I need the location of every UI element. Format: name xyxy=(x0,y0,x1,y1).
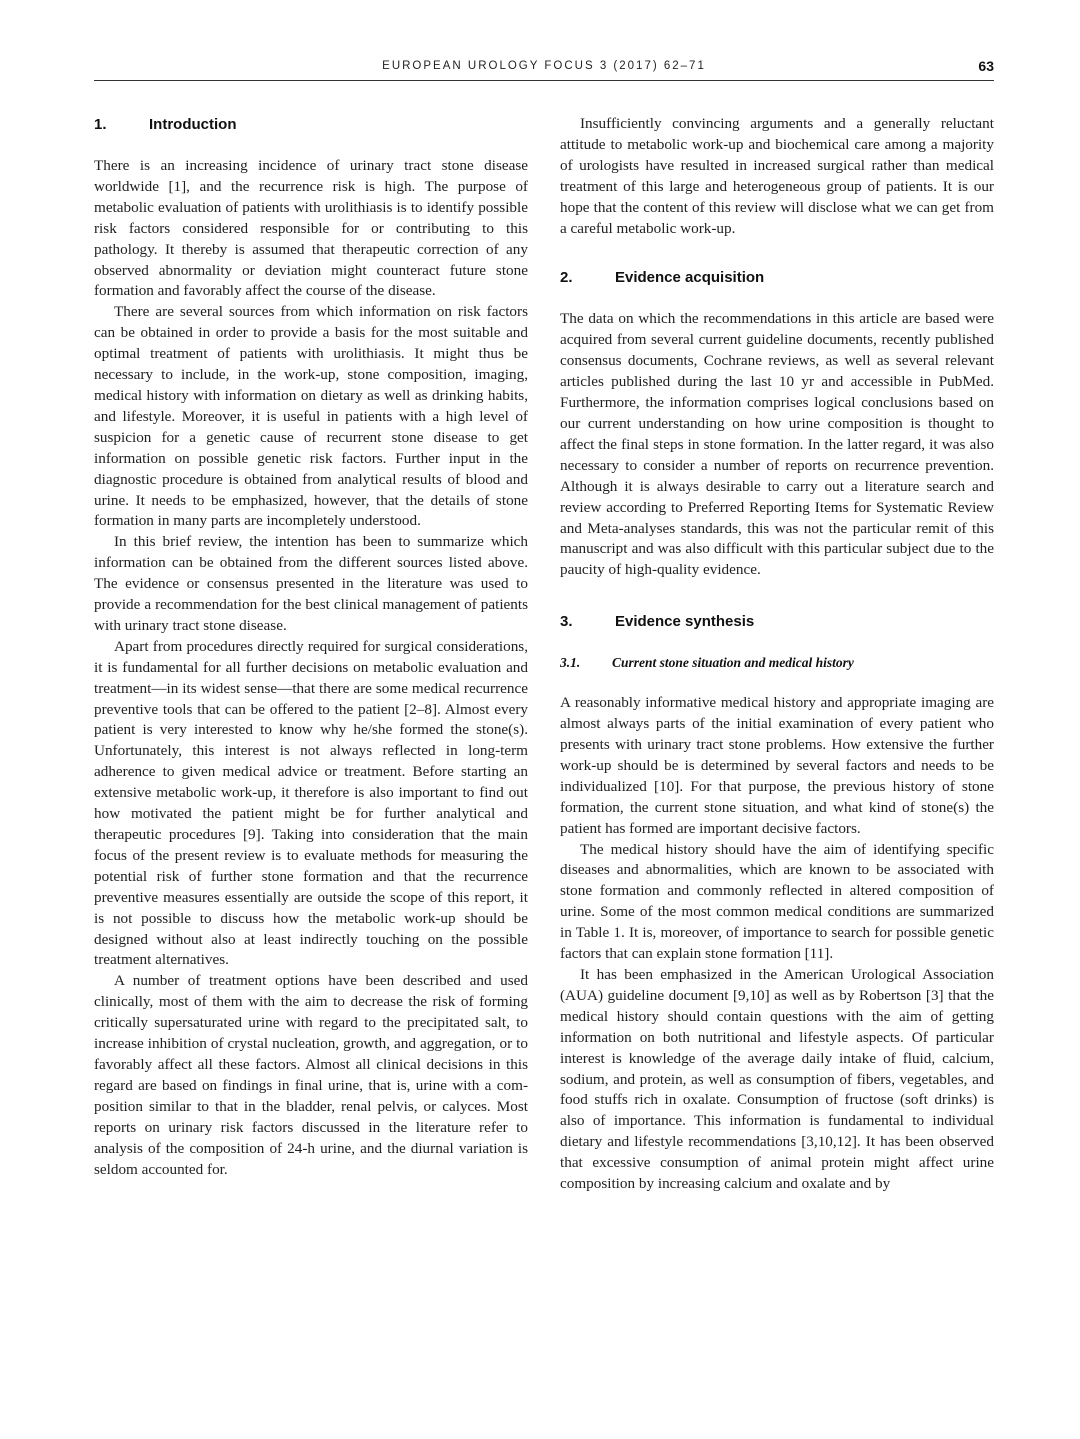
section-title: Evidence synthesis xyxy=(615,613,755,631)
subsection-number: 3.1. xyxy=(560,655,581,671)
running-head xyxy=(94,58,994,81)
left-column xyxy=(94,114,528,1180)
section-heading-evidence-synthesis xyxy=(560,611,994,633)
section-title: Introduction xyxy=(149,116,237,133)
page-number: 63 xyxy=(978,58,994,74)
section-number: 3. xyxy=(560,613,573,631)
paragraph: A number of treatment options have been described and used clinically, most of them with the aim to decrease the risk of forming critically supersaturated urine with regard to the precipitated salt, to increase inhibition of crystal nucleation, growth, and aggregation, or to favorably affect all these factors. Almost all clinical decisions in this regard are based on findings in final urine, that is, urine with a composition similar to that in the bladder, renal pelvis, or calyces. Most reports on urinary risk factors discussed in the literature refer to analysis of the composition of 24-h urine, and the diurnal variation is seldom accounted for. xyxy=(94,972,528,1178)
section-number: 2. xyxy=(560,269,573,287)
journal-title: EUROPEAN UROLOGY FOCUS 3 (2017) 62–71 xyxy=(382,60,706,72)
section-number: 1. xyxy=(94,116,107,133)
paragraph: The data on which the recommendations in this article are based were acquired from several current guideline documents, recently published consensus documents, Cochrane reviews, as well as several relevant articles published during the last 10 yr and accessible in PubMed. Furthermore, the information comprises logical conclusions based on our current understanding on how urine composition is thought to affect the final steps in stone formation. In the latter regard, it was also necessary to consider a number of reports on recurrence prevention. Although it is always desirable to carry out a literature search and review according to Preferred Reporting Items for Systematic Review and Meta-analyses standards, this was not the particular remit of this manuscript and was also difficult with this particular subject due to the paucity of high-quality evidence. xyxy=(560,310,994,579)
paragraph: Insufficiently convincing arguments and a generally reluctant attitude to metabolic work-up and biochemical care among a majority of urologists have resulted in increased surgical rather than medical treatment of this large and heterogeneous group of patients. It is our hope that the content of this review will disclose what we can get from a careful metabolic work-up. xyxy=(560,115,994,237)
subsection-title: Current stone situation and medical history xyxy=(612,655,854,671)
subsection-heading xyxy=(560,652,994,674)
section-heading-introduction xyxy=(94,114,528,136)
section-title: Evidence acquisition xyxy=(615,269,765,287)
paragraph: The medical history should have the aim of identifying specific diseases and abnormalities, which are known to be associated with stone formation and commonly reflected in altered composition of urine. Some of the most common medical conditions are summarized in Table 1. It is, moreover, of importance to search for possible genetic factors that can explain stone formation [11]. xyxy=(560,840,994,963)
paragraph: There are several sources from which information on risk factors can be obtained in order to provide a basis for the most suitable and optimal treatment of patients with urolithiasis. It might thus be necessary to include, in the work-up, stone composition, imaging, medical history with information on dietary as well as drinking habits, and lifestyle. Moreover, it is useful in patients with a high level of suspicion for a genetic cause of recurrent stone disease to get information on possible genetic risk factors. Further input in the diagnostic procedure is obtained from analytical results of blood and urine. It needs to be emphasized, however, that the details of stone formation in many parts are incompletely understood. xyxy=(94,303,528,530)
paragraph: In this brief review, the intention has been to summarize which information can be obtained from the different sources listed above. The evidence or consensus presented in the literature was used to provide a recommendation for the best clinical management of patients with urinary tract stone disease. xyxy=(94,533,528,634)
section-heading-evidence-acquisition xyxy=(560,267,994,289)
paragraph: Apart from procedures directly required for surgical considerations, it is fundamental for all further decisions on metabolic evaluation and treatment—in its widest sense—that there are some medical recurrence preventive tools that can be offered to the patient [2–8]. Almost every patient is very interested to know why he/she formed the stone(s). Unfortunately, this interest is not always reflected in long-term adherence to given medical advice or treatment. Before starting an extensive metabolic work-up, it therefore is also important to find out how motivated the patient might be for further analytical and therapeutic procedures [9]. Taking into consideration that the main focus of the present review is to evaluate methods for measuring the potential risk of further stone formation and that the recurrence preventive measures essentially are outside the scope of this report, it is not possible to discuss how the metabolic work-up should be designed without also at least indirectly touching on the possible treatment alternatives. xyxy=(94,637,528,969)
paragraph: A reasonably informative medical history and appropriate imaging are almost always parts of the initial examination of every patient who presents with urinary tract stone problems. How extensive the further work-up should be is determined by several factors and needs to be individualized [10]. For that purpose, the previous history of stone formation, the current stone situation, and what kind of stone(s) the patient has formed are important decisive factors. xyxy=(560,694,994,837)
paragraph: It has been emphasized in the American Urological Association (AUA) guideline document [9,10] as well as by Robertson [3] that the medical history should contain questions with the aim of getting information on both nutritional and lifestyle aspects. Of particular interest is knowledge of the average daily intake of fluid, calcium, sodium, and protein, as well as consumption of fibers, vegetables, and food stuffs rich in oxalate. Consumption of fructose (soft drinks) is also of importance. This information is fundamental to individual dietary and lifestyle recommendations [3,10,12]. It has been observed that excessive consumption of animal protein might affect urine composition by increasing calcium and oxalate and by xyxy=(560,966,994,1193)
paragraph: There is an increasing incidence of urinary tract stone disease worldwide [1], and the recurrence risk is high. The purpose of metabolic evaluation of patients with urolithiasis is to identify possible risk factors considered responsible for or contributing to this pathology. It thereby is assumed that therapeutic correction of any observed abnormality or deviation might counteract future stone formation and favorably affect the course of the disease. xyxy=(94,157,528,300)
right-column xyxy=(560,114,994,1195)
